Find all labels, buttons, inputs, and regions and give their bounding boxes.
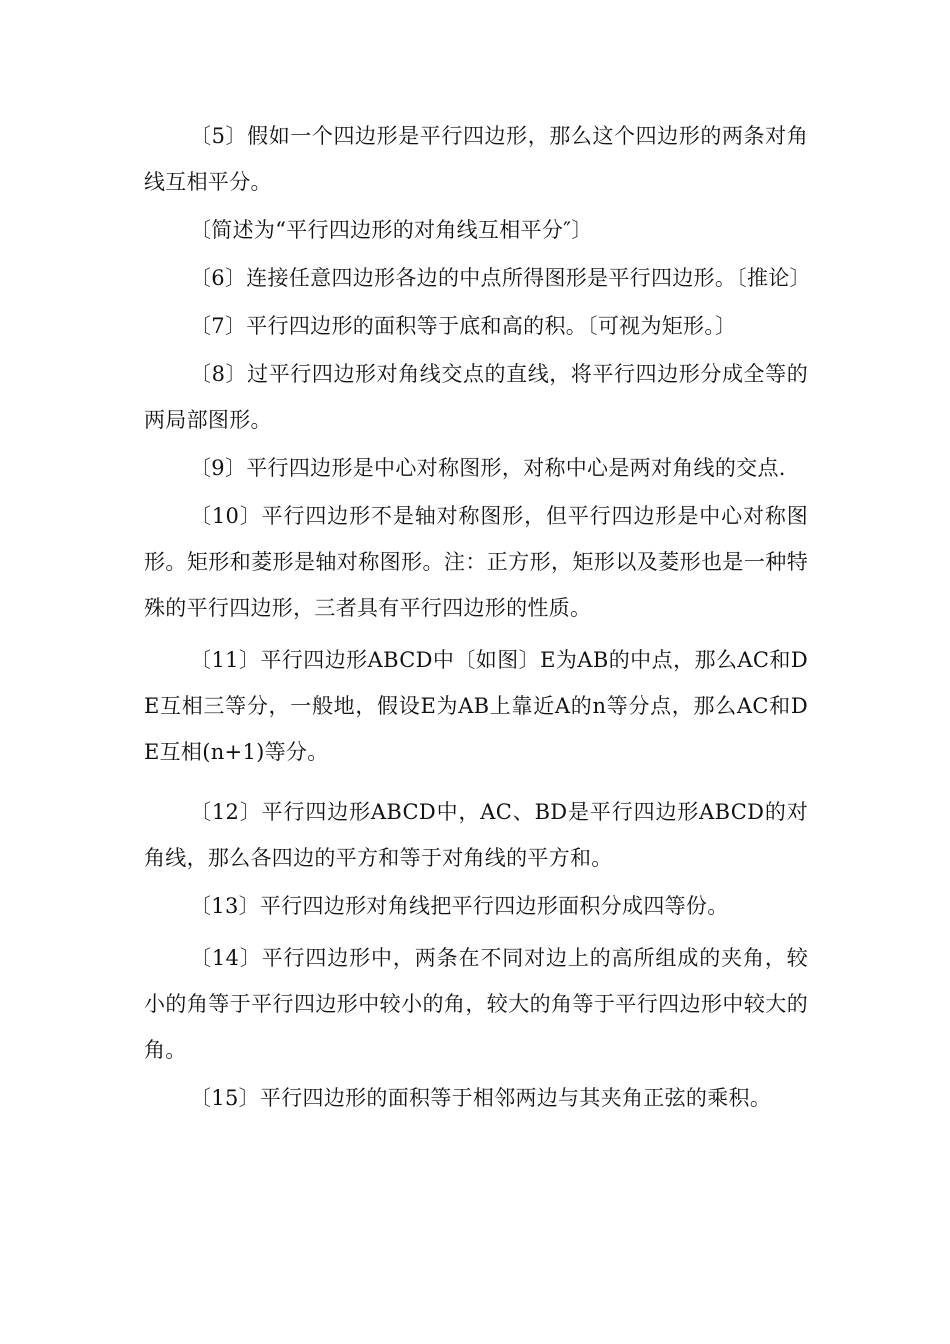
paragraph-8: 〔8〕过平行四边形对角线交点的直线，将平行四边形分成全等的两局部图形。 [144, 362, 808, 432]
paragraph-14: 〔14〕平行四边形中，两条在不同对边上的高所组成的夹角，较小的角等于平行四边形中较小的角，较大的角等于平行四边形中较大的角。 [144, 946, 808, 1062]
paragraph-12: 〔12〕平行四边形ABCD中，AC、BD是平行四边形ABCD的对角线，那么各四边的平方和等于对角线的平方和。 [144, 800, 808, 870]
paragraph-15: 〔15〕平行四边形的面积等于相邻两边与其夹角正弦的乘积。 [190, 1086, 772, 1110]
paragraph-13: 〔13〕平行四边形对角线把平行四边形面积分成四等份。 [190, 894, 729, 918]
document-body [144, 113, 811, 1121]
paragraph-10: 〔10〕平行四边形不是轴对称图形，但平行四边形是中心对称图形。矩形和菱形是轴对称图形。注：正方形，矩形以及菱形也是一种特殊的平行四边形，三者具有平行四边形的性质。 [144, 504, 808, 620]
paragraph-6: 〔6〕连接任意四边形各边的中点所得图形是平行四边形。〔推论〕 [190, 266, 811, 290]
paragraph-9: 〔9〕平行四边形是中心对称图形，对称中心是两对角线的交点. [190, 456, 786, 480]
paragraph-5: 〔5〕假如一个四边形是平行四边形，那么这个四边形的两条对角线互相平分。 [144, 124, 808, 194]
paragraph-7: 〔7〕平行四边形的面积等于底和高的积。〔可视为矩形。〕 [190, 314, 737, 338]
paragraph-11: 〔11〕平行四边形ABCD中〔如图〕E为AB的中点，那么AC和DE互相三等分，一般地，假设E为AB上靠近A的n等分点，那么AC和DE互相(n+1)等分。 [144, 648, 808, 764]
paragraph-5-note: 〔简述为“平行四边形的对角线互相平分″〕 [190, 218, 593, 242]
